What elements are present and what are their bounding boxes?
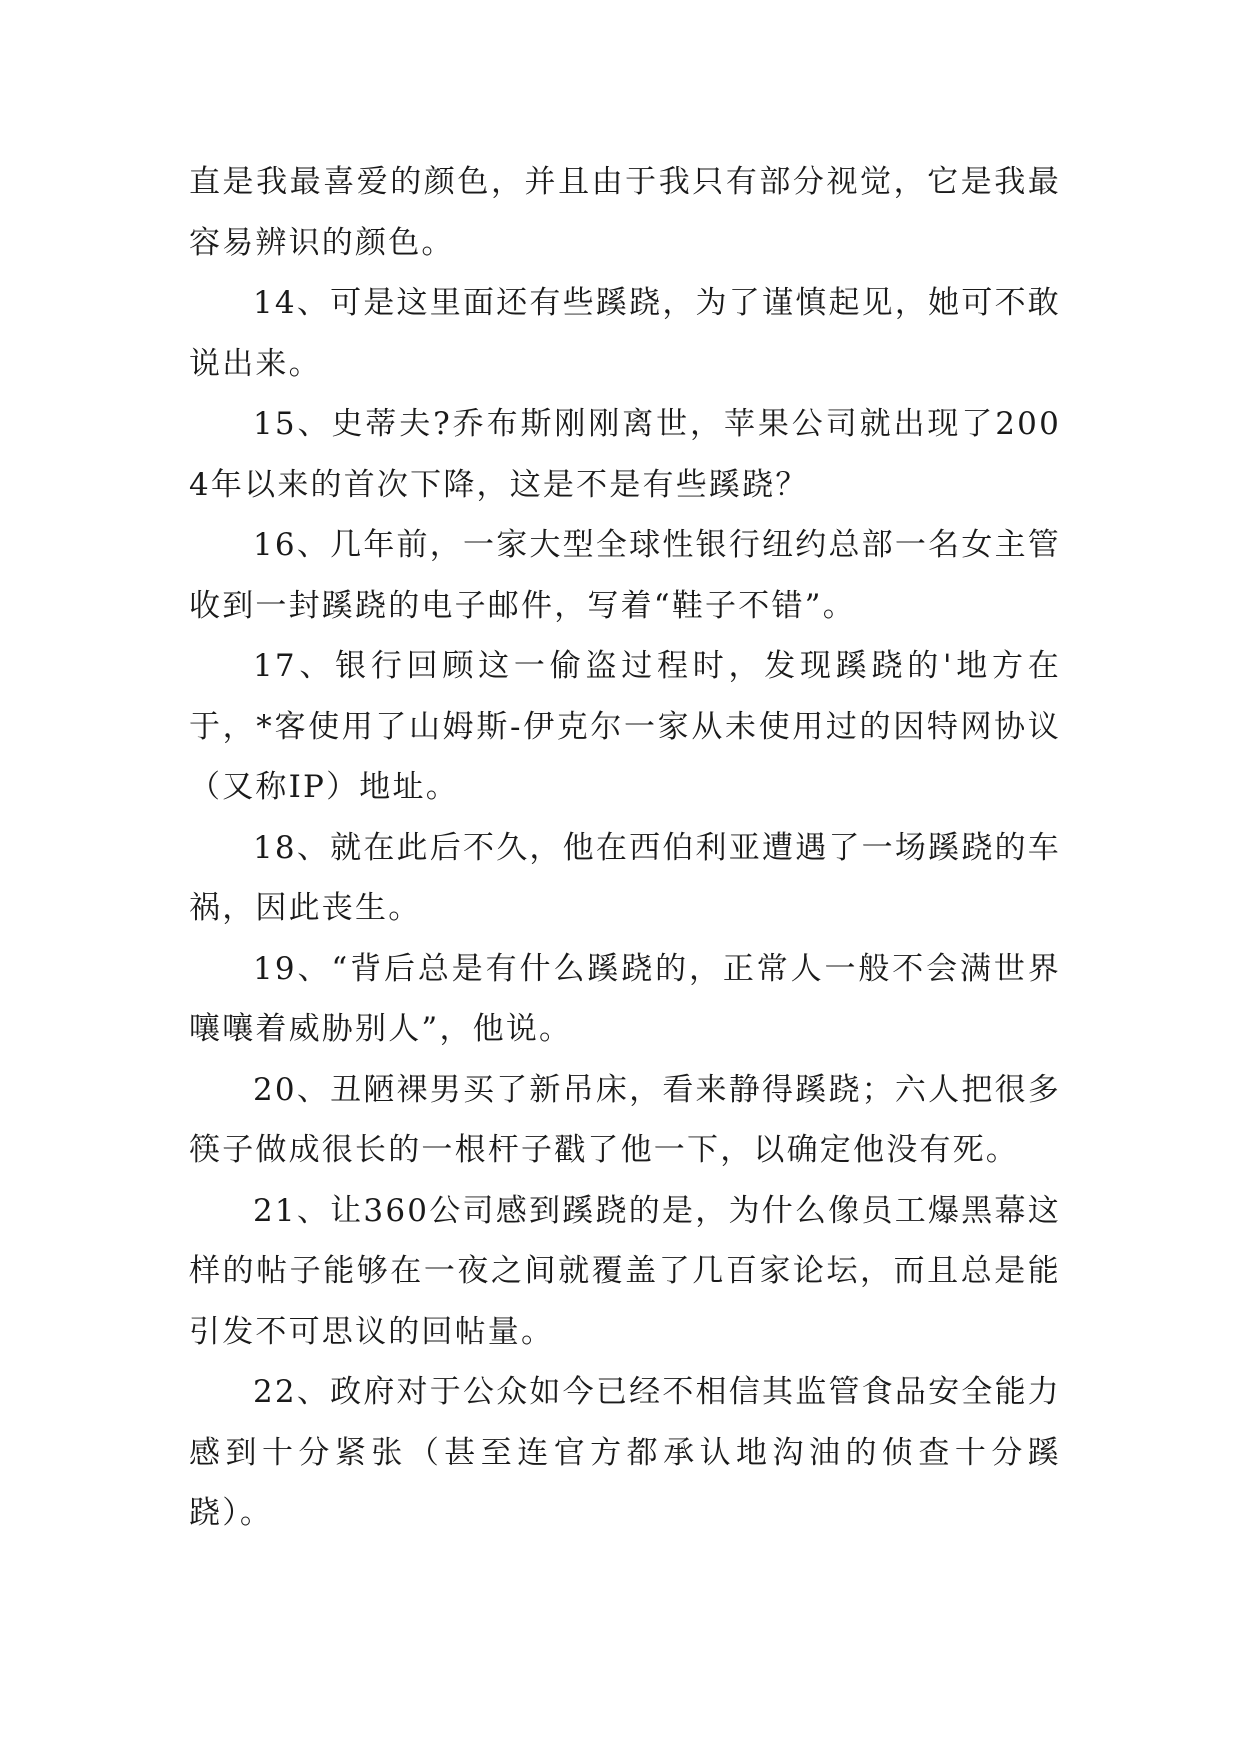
paragraph-16: 16、几年前，一家大型全球性银行纽约总部一名女主管收到一封蹊跷的电子邮件，写着“鞋子不错”。 bbox=[189, 527, 1061, 624]
paragraph-20: 20、丑陋裸男买了新吊床，看来静得蹊跷；六人把很多筷子做成很长的一根杆子戳了他一下，以确定他没有死。 bbox=[189, 1071, 1061, 1168]
paragraph-continued: 直是我最喜爱的颜色，并且由于我只有部分视觉，它是我最容易辨识的颜色。 bbox=[189, 164, 1061, 261]
paragraph-17: 17、银行回顾这一偷盗过程时，发现蹊跷的'地方在于，*客使用了山姆斯-伊克尔一家从未使用过的因特网协议（又称IP）地址。 bbox=[189, 648, 1061, 805]
paragraph-15: 15、史蒂夫?乔布斯刚刚离世，苹果公司就出现了2004年以来的首次下降，这是不是有些蹊跷？ bbox=[189, 406, 1061, 503]
paragraph-19: 19、“背后总是有什么蹊跷的，正常人一般不会满世界嚷嚷着威胁别人”，他说。 bbox=[189, 950, 1061, 1047]
paragraph-22: 22、政府对于公众如今已经不相信其监管食品安全能力感到十分紧张（甚至连官方都承认地沟油的侦查十分蹊跷）。 bbox=[189, 1374, 1061, 1531]
paragraph-18: 18、就在此后不久，他在西伯利亚遭遇了一场蹊跷的车祸，因此丧生。 bbox=[189, 829, 1061, 926]
paragraph-21: 21、让360公司感到蹊跷的是，为什么像员工爆黑幕这样的帖子能够在一夜之间就覆盖了几百家论坛，而且总是能引发不可思议的回帖量。 bbox=[189, 1192, 1061, 1350]
paragraph-14: 14、可是这里面还有些蹊跷，为了谨慎起见，她可不敢说出来。 bbox=[189, 285, 1061, 382]
body-text bbox=[189, 152, 1061, 1544]
